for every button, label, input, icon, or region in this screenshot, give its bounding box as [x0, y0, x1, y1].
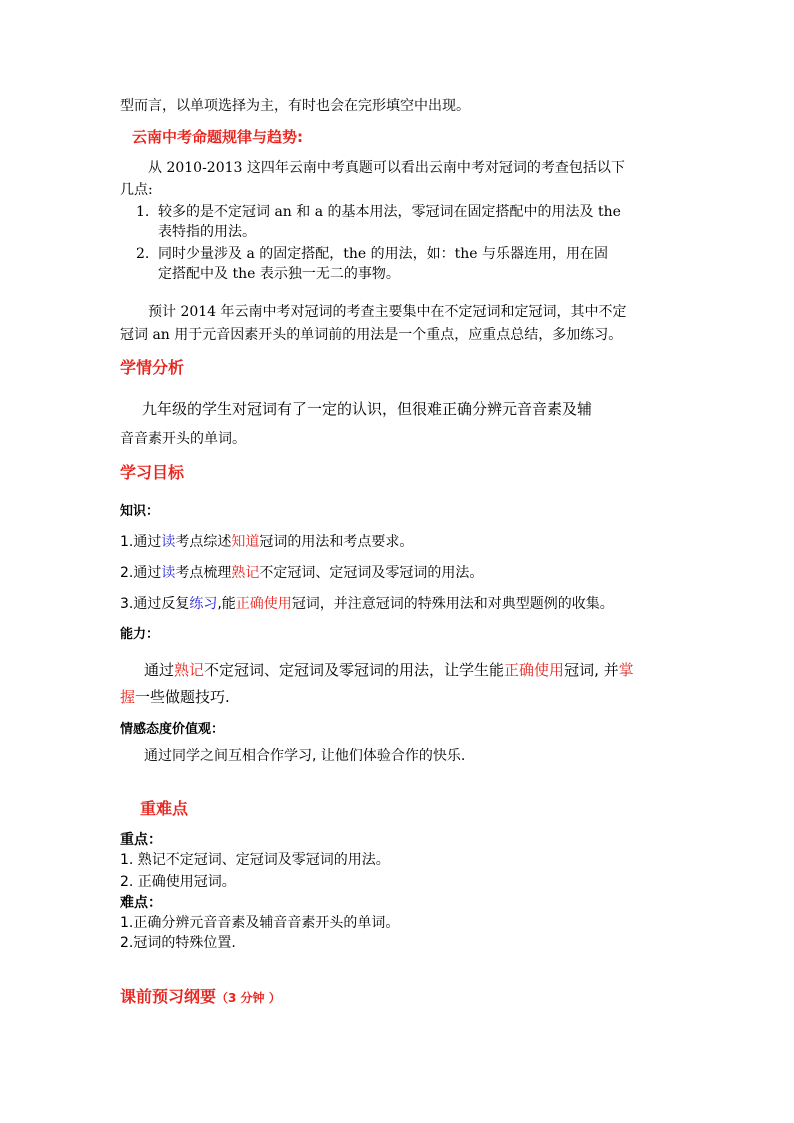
difficulty-label: 难点：	[120, 895, 162, 911]
trend-item-2-line1: 同时少量涉及 a 的固定搭配，the 的用法，如：the 与乐器连用，用在固	[158, 246, 609, 262]
k2-part-a: 2.通过	[120, 565, 162, 581]
trend-para2-line2: 冠词 an 用于元音因素开头的单词前的用法是一个重点，应重点总结，多加练习。	[120, 327, 623, 343]
trend-para1-line1: 从 2010-2013 这四年云南中考真题可以看出云南中考对冠词的考查包括以下	[148, 160, 625, 176]
focus-item-1: 1. 熟记不定冠词、定冠词及零冠词的用法。	[120, 852, 390, 868]
focus-item-2: 2. 正确使用冠词。	[120, 874, 236, 890]
trend-item-2	[136, 244, 608, 264]
ab-part-tail: 一些做题技巧.	[135, 688, 230, 706]
ability-line1	[144, 660, 634, 680]
preview-time-note: （3 分钟 ）	[216, 991, 281, 1005]
difficulty-item-2: 2.冠词的特殊位置.	[120, 935, 236, 951]
k3-part-c: ,能	[217, 596, 236, 612]
k3-part-e: 冠词，并注意冠词的特殊用法和对典型题例的收集。	[291, 596, 614, 612]
ab-part-master-1: 掌	[618, 661, 634, 679]
k1-part-e: 冠词的用法和考点要求。	[259, 534, 414, 550]
trend-heading: 云南中考命题规律与趋势:	[132, 128, 303, 146]
k1-part-a: 1.通过	[120, 534, 162, 550]
k3-part-a: 3.通过反复	[120, 596, 190, 612]
ab-part-e: 冠词, 并	[564, 661, 619, 679]
k2-part-memorize: 熟记	[231, 565, 260, 581]
k3-part-practice: 练习	[189, 596, 218, 612]
k2-part-read: 读	[161, 565, 176, 581]
key-heading: 重难点	[140, 799, 189, 818]
trend-item-1-number: 1.	[136, 204, 150, 220]
k1-part-know: 知道	[231, 534, 260, 550]
emotion-label: 情感态度价值观：	[120, 722, 225, 737]
trend-para1-line2: 几点:	[120, 182, 153, 198]
emotion-text: 通过同学之间互相合作学习, 让他们体验合作的快乐.	[144, 748, 466, 764]
trend-para2-line1: 预计 2014 年云南中考对冠词的考查主要集中在不定冠词和定冠词，其中不定	[148, 304, 627, 320]
ab-part-c: 不定冠词、定冠词及零冠词的用法，让学生能	[204, 661, 505, 679]
ab-part-memorize: 熟记	[174, 661, 205, 679]
ab-part-a: 通过	[144, 661, 175, 679]
trend-item-1-line2: 表特指的用法。	[158, 224, 256, 240]
knowledge-item-1	[120, 532, 413, 552]
knowledge-label: 知识：	[120, 504, 160, 519]
preview-heading	[120, 986, 281, 1009]
goals-heading: 学习目标	[120, 463, 185, 482]
ab-part-use: 正确使用	[504, 661, 565, 679]
trend-item-2-number: 2.	[136, 246, 150, 262]
ab-part-master-2: 握	[120, 688, 136, 706]
trend-item-1	[136, 202, 621, 222]
analysis-line1: 九年级的学生对冠词有了一定的认识，但很难正确分辨元音音素及辅	[142, 400, 593, 418]
k3-part-use: 正确使用	[235, 596, 292, 612]
analysis-heading: 学情分析	[120, 358, 185, 377]
analysis-line2: 音音素开头的单词。	[120, 431, 246, 447]
k1-part-c: 考点综述	[175, 534, 232, 550]
intro-tail-text: 型而言，以单项选择为主，有时也会在完形填空中出现。	[120, 98, 470, 114]
preview-heading-text: 课前预习纲要	[120, 987, 217, 1006]
k1-part-read: 读	[161, 534, 176, 550]
difficulty-item-1: 1.正确分辨元音音素及辅音音素开头的单词。	[120, 915, 400, 931]
trend-item-1-line1: 较多的是不定冠词 an 和 a 的基本用法，零冠词在固定搭配中的用法及 the	[158, 204, 621, 220]
focus-label: 重点：	[120, 832, 162, 848]
trend-item-2-line2: 定搭配中及 the 表示独一无二的事物。	[158, 266, 400, 282]
knowledge-item-2	[120, 563, 483, 583]
k2-part-c: 考点梳理	[175, 565, 232, 581]
k2-part-e: 不定冠词、定冠词及零冠词的用法。	[259, 565, 484, 581]
ability-line2	[120, 687, 230, 707]
ability-label: 能力：	[120, 627, 160, 642]
knowledge-item-3	[120, 594, 614, 614]
